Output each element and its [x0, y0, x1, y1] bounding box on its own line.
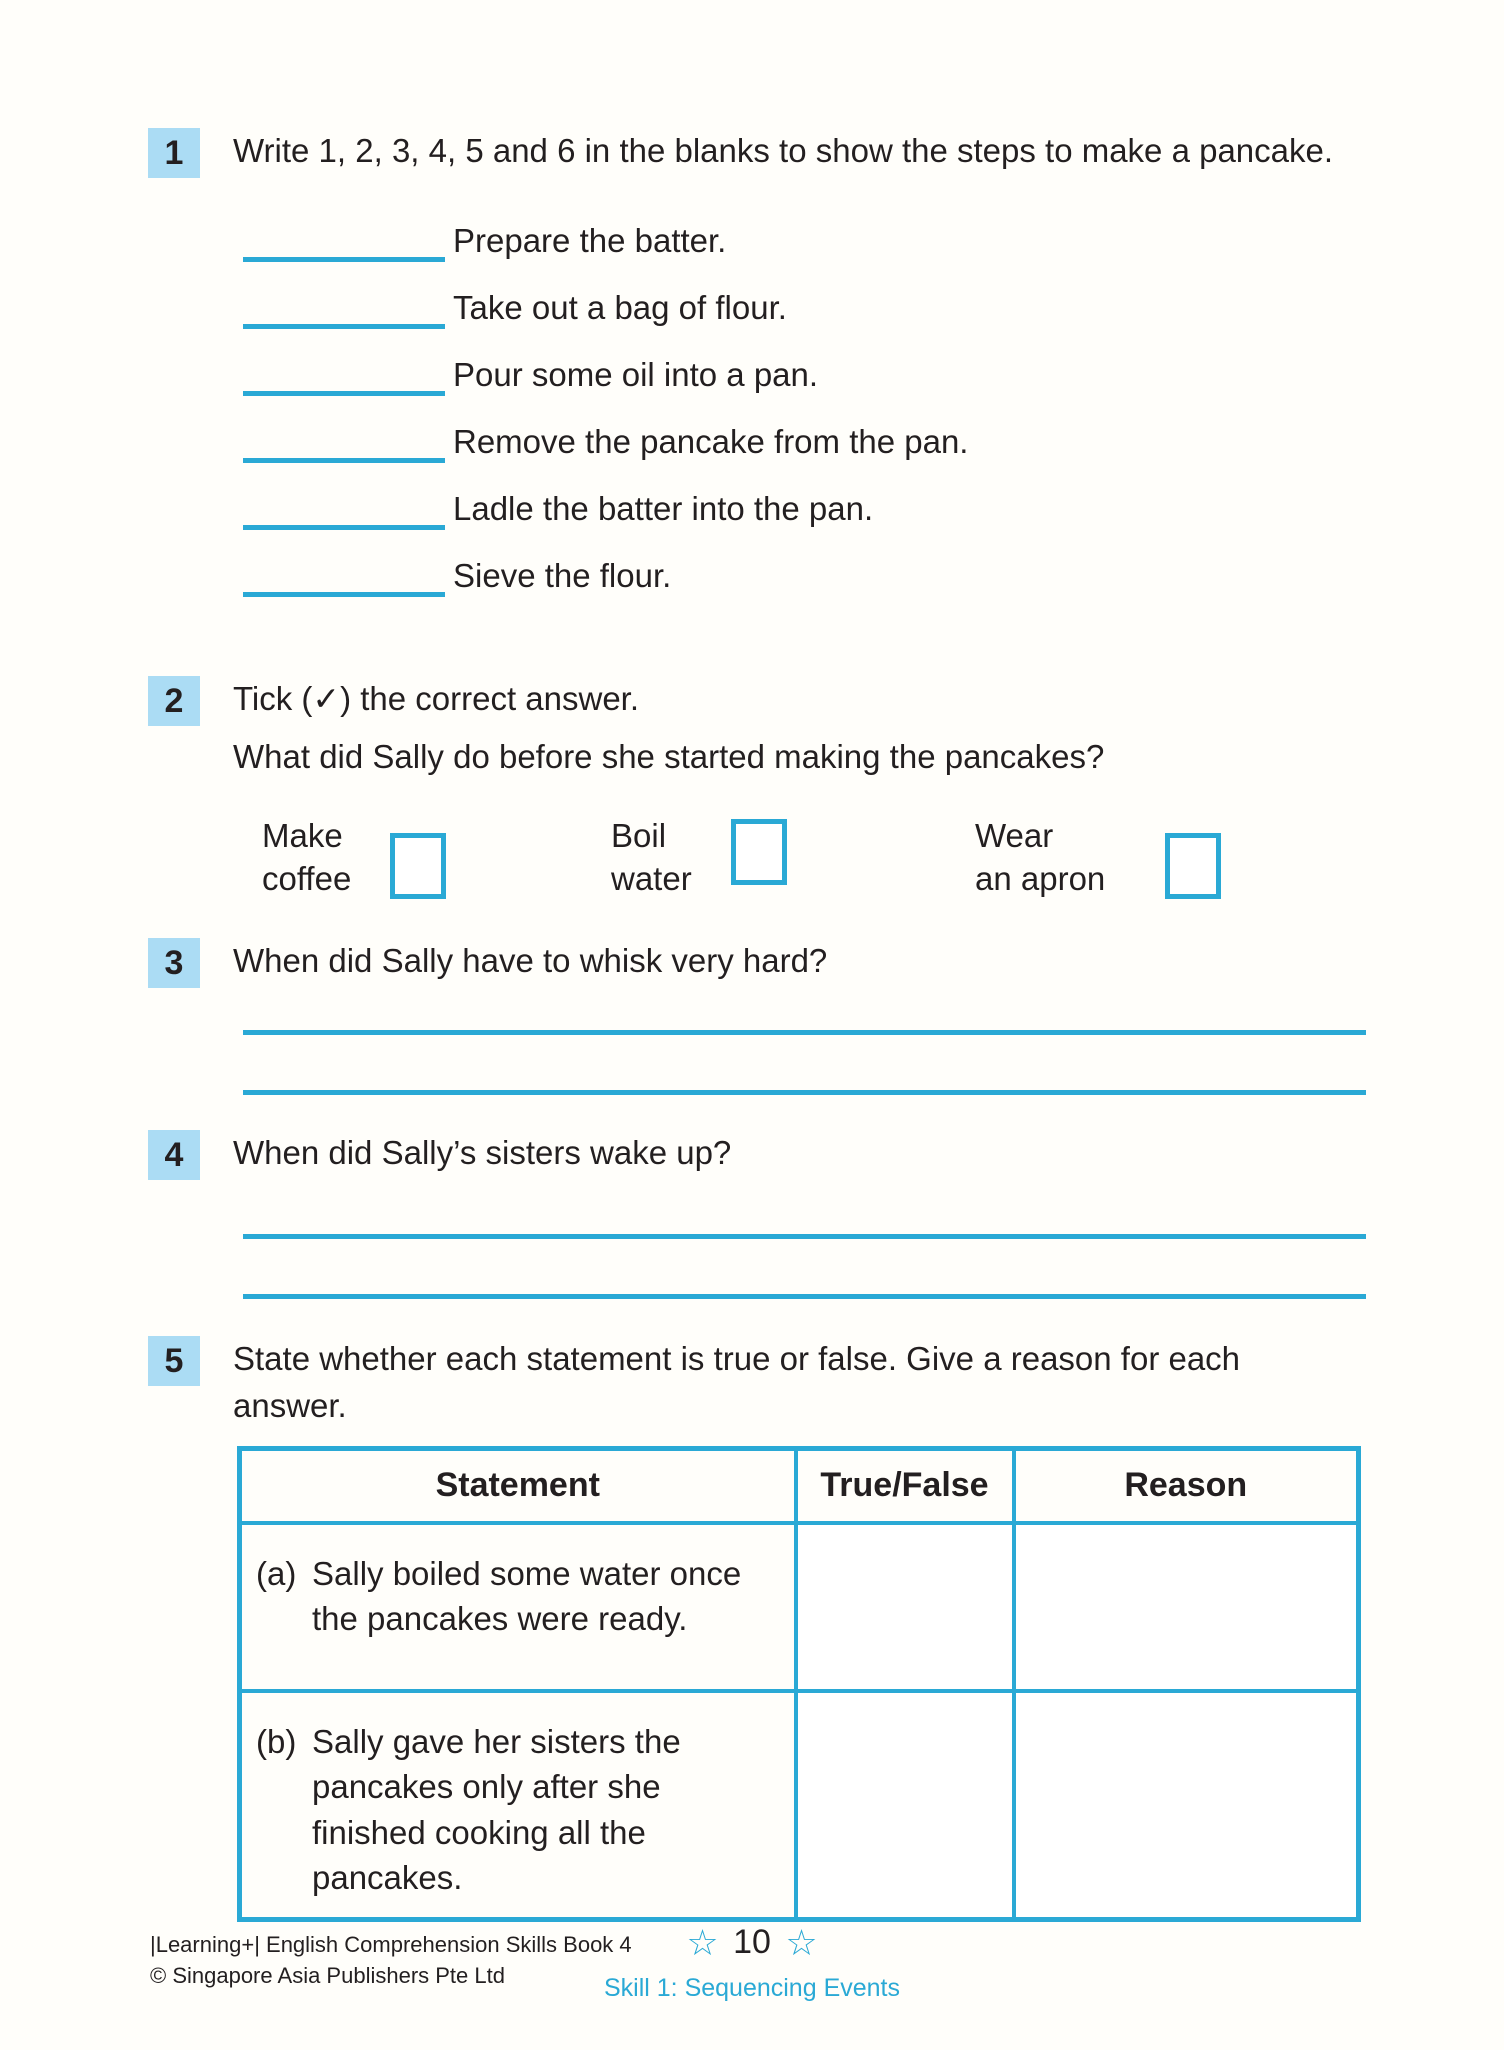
true-false-cell-a[interactable] — [796, 1523, 1014, 1691]
question-4-number-badge: 4 — [148, 1130, 200, 1180]
step-row — [233, 218, 1333, 265]
step-row — [233, 352, 1333, 399]
question-1-steps — [233, 218, 1333, 600]
statement-cell-a — [240, 1523, 796, 1691]
question-2-subquestion: What did Sally do before she started making the pancakes? — [233, 738, 1105, 775]
statement-a-label: (a) — [256, 1554, 297, 1592]
option-label-line1: Boil — [611, 816, 667, 854]
question-2-head — [148, 676, 1221, 726]
question-3 — [148, 938, 827, 988]
true-false-cell-b[interactable] — [796, 1691, 1014, 1920]
question-2 — [148, 676, 1221, 901]
question-4-head — [148, 1130, 731, 1180]
question-1-head — [148, 128, 1333, 178]
header-true-false: True/False — [796, 1448, 1014, 1523]
step-row — [233, 419, 1333, 466]
q1-step-label-3: Pour some oil into a pan. — [453, 356, 819, 394]
table-row-b — [240, 1691, 1359, 1920]
header-reason: Reason — [1014, 1448, 1359, 1523]
reason-cell-a[interactable] — [1014, 1523, 1359, 1691]
footer-book-title: |Learning+| English Comprehension Skills Book 4 — [150, 1932, 632, 1957]
footer-page-number-row — [0, 1922, 1504, 1964]
checkbox-make-coffee[interactable] — [390, 833, 446, 899]
footer-copyright: © Singapore Asia Publishers Pte Ltd — [150, 1962, 505, 1988]
option-make-coffee-label — [262, 815, 362, 901]
question-5-prompt: State whether each statement is true or false. Give a reason for each answer. — [233, 1340, 1241, 1424]
q1-step-blank-1[interactable] — [243, 257, 445, 262]
q1-step-label-5: Ladle the batter into the pan. — [453, 490, 874, 528]
option-label-line2: water — [611, 859, 692, 897]
question-4-prompt: When did Sally’s sisters wake up? — [233, 1134, 732, 1171]
statement-b-label: (b) — [256, 1722, 297, 1760]
true-false-table — [237, 1446, 1361, 1922]
option-label-line2: coffee — [262, 859, 352, 897]
option-boil-water — [611, 815, 787, 901]
statement-cell-b — [240, 1691, 796, 1920]
q1-step-blank-5[interactable] — [243, 525, 445, 530]
header-statement: Statement — [240, 1448, 796, 1523]
question-5-head — [148, 1336, 1361, 1430]
question-3-head — [148, 938, 827, 988]
page-number: 10 — [733, 1923, 771, 1961]
question-2-options — [262, 815, 1221, 901]
question-1 — [148, 128, 1333, 620]
q3-answer-line-2[interactable] — [243, 1090, 1366, 1095]
option-wear-an-apron — [975, 815, 1221, 901]
option-wear-an-apron-label — [975, 815, 1137, 901]
statement-b-text: Sally gave her sisters the pancakes only after she finished cooking all the pancakes. — [312, 1722, 681, 1897]
table-header-row — [240, 1448, 1359, 1523]
step-row — [233, 486, 1333, 533]
question-5 — [148, 1336, 1361, 1922]
footer-skill-label: Skill 1: Sequencing Events — [603, 1974, 900, 2002]
statement-a — [256, 1551, 780, 1642]
option-label-line1: Make — [262, 816, 343, 854]
step-row — [233, 553, 1333, 600]
question-4 — [148, 1130, 731, 1180]
q1-step-label-4: Remove the pancake from the pan. — [453, 423, 969, 461]
question-1-number-badge: 1 — [148, 128, 200, 178]
q1-step-blank-4[interactable] — [243, 458, 445, 463]
statement-b — [256, 1719, 780, 1901]
option-boil-water-label — [611, 815, 703, 901]
question-3-prompt: When did Sally have to whisk very hard? — [233, 942, 828, 979]
option-label-line2: an apron — [975, 859, 1106, 897]
star-icon: ☆ — [785, 1922, 818, 1963]
reason-cell-b[interactable] — [1014, 1691, 1359, 1920]
option-label-line1: Wear — [975, 816, 1054, 854]
checkbox-boil-water[interactable] — [731, 819, 787, 885]
q1-step-label-2: Take out a bag of flour. — [453, 289, 787, 327]
step-row — [233, 285, 1333, 332]
table-row-a — [240, 1523, 1359, 1691]
question-5-number-badge: 5 — [148, 1336, 200, 1386]
star-icon: ☆ — [686, 1922, 719, 1963]
q3-answer-line-1[interactable] — [243, 1030, 1366, 1035]
q4-answer-line-2[interactable] — [243, 1294, 1366, 1299]
question-2-prompt: Tick (✓) the correct answer. — [233, 680, 640, 717]
question-2-number-badge: 2 — [148, 676, 200, 726]
q1-step-blank-2[interactable] — [243, 324, 445, 329]
checkbox-wear-an-apron[interactable] — [1165, 833, 1221, 899]
option-make-coffee — [262, 815, 446, 901]
question-1-prompt: Write 1, 2, 3, 4, 5 and 6 in the blanks to show the steps to make a pancake. — [233, 132, 1334, 169]
q1-step-label-1: Prepare the batter. — [453, 222, 727, 260]
q1-step-blank-3[interactable] — [243, 391, 445, 396]
statement-a-text: Sally boiled some water once the pancakes were ready. — [312, 1554, 742, 1638]
q1-step-label-6: Sieve the flour. — [453, 557, 672, 595]
question-3-number-badge: 3 — [148, 938, 200, 988]
q4-answer-line-1[interactable] — [243, 1234, 1366, 1239]
q1-step-blank-6[interactable] — [243, 592, 445, 597]
